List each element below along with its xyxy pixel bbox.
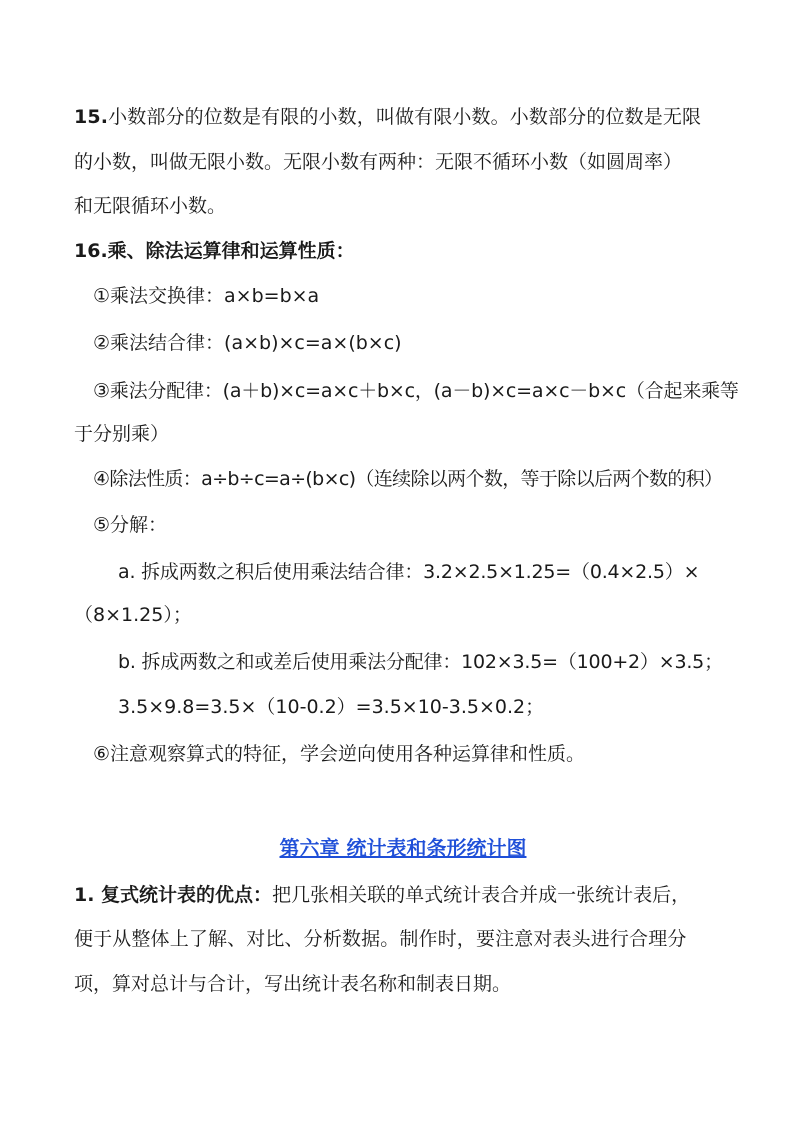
sec15-line1-text: 小数部分的位数是有限的小数，叫做有限小数。小数部分的位数是无限: [108, 106, 702, 128]
chapter6-title-text: 第六章 统计表和条形统计图: [279, 836, 527, 860]
chapter6-title: [0, 838, 800, 858]
sec16-sub-b-line2: 3.5×9.8=3.5×（10-0.2）=3.5×10-3.5×0.2；: [118, 696, 545, 718]
sec16-item5: ⑤分解：: [93, 514, 168, 536]
ch6-sec1-line1: [74, 886, 690, 905]
sec16-sub-a-line2: （8×1.25）；: [74, 604, 192, 626]
sec15-line1: [74, 108, 701, 127]
sec16-heading: 16.乘、除法运算律和运算性质：: [74, 240, 355, 262]
ch6-sec1-heading: 1. 复式统计表的优点：: [74, 884, 273, 906]
ch6-sec1-line3: 项，算对总计与合计，写出统计表名称和制表日期。: [74, 973, 512, 995]
sec16-sub-b-line1: b. 拆成两数之和或差后使用乘法分配律：102×3.5=（100+2）×3.5；: [118, 651, 723, 673]
ch6-sec1-line1-text: 把几张相关联的单式统计表合并成一张统计表后，: [272, 884, 691, 906]
sec16-item6: ⑥注意观察算式的特征，学会逆向使用各种运算律和性质。: [93, 743, 586, 765]
sec16-sub-a-line1: a. 拆成两数之积后使用乘法结合律：3.2×2.5×1.25=（0.4×2.5）×: [118, 561, 700, 583]
ch6-sec1-line2: 便于从整体上了解、对比、分析数据。制作时，要注意对表头进行合理分: [74, 928, 687, 950]
sec16-item3-line2: 于分别乘）: [74, 423, 170, 445]
sec15-number: 15.: [74, 106, 109, 128]
sec15-line3: 和无限循环小数。: [74, 195, 227, 217]
sec16-item2: ②乘法结合律：(a×b)×c=a×(b×c): [93, 332, 402, 354]
sec16-item4: ④除法性质：a÷b÷c=a÷(b×c)（连续除以两个数，等于除以后两个数的积）: [93, 468, 723, 490]
sec16-item1: ①乘法交换律：a×b=b×a: [93, 285, 320, 307]
sec16-item3-line1: ③乘法分配律：(a＋b)×c=a×c＋b×c，(a－b)×c=a×c－b×c（合起来乘等: [93, 380, 739, 402]
sec15-line2: 的小数，叫做无限小数。无限小数有两种：无限不循环小数（如圆周率）: [74, 151, 683, 173]
